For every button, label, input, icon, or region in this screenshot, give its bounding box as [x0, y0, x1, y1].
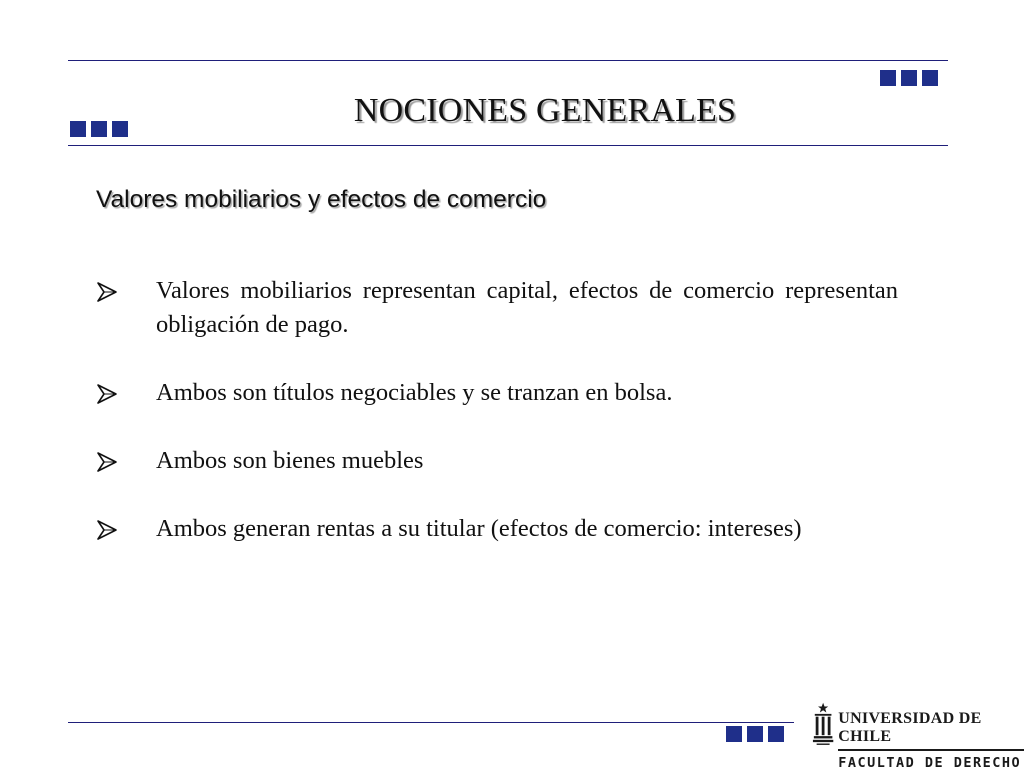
bullet-text: Ambos son bienes muebles — [156, 447, 424, 474]
square-decoration-icon — [70, 121, 86, 137]
university-crest-icon — [812, 700, 834, 750]
left-squares — [70, 121, 128, 137]
bullet-text: Valores mobiliarios representan capital, efectos de comercio representan obligación de pago. — [156, 277, 898, 338]
bottom-squares — [726, 726, 784, 742]
square-decoration-icon — [901, 70, 917, 86]
list-item — [96, 444, 898, 478]
list-item — [96, 512, 898, 546]
university-name: UNIVERSIDAD DE CHILE — [838, 700, 1024, 751]
faculty-name: FACULTAD DE DERECHO — [838, 755, 1022, 771]
square-decoration-icon — [768, 726, 784, 742]
square-decoration-icon — [747, 726, 763, 742]
square-decoration-icon — [91, 121, 107, 137]
title-rule — [68, 145, 948, 146]
slide-subtitle: Valores mobiliarios y efectos de comercio — [96, 186, 547, 213]
list-item — [96, 376, 898, 410]
arrow-bullet-icon — [96, 519, 118, 541]
arrow-bullet-icon — [96, 281, 118, 303]
slide-title: NOCIONES GENERALES — [353, 92, 737, 129]
arrow-bullet-icon — [96, 451, 118, 473]
bottom-rule — [68, 722, 794, 723]
square-decoration-icon — [922, 70, 938, 86]
square-decoration-icon — [112, 121, 128, 137]
top-right-squares — [880, 70, 938, 86]
arrow-bullet-icon — [96, 383, 118, 405]
bullet-text: Ambos son títulos negociables y se tranzan en bolsa. — [156, 379, 673, 406]
top-rule — [68, 60, 948, 61]
bullet-text: Ambos generan rentas a su titular (efectos de comercio: intereses) — [156, 515, 802, 542]
list-item — [96, 274, 898, 342]
university-logo — [812, 700, 1024, 771]
square-decoration-icon — [880, 70, 896, 86]
bullet-list — [96, 274, 898, 580]
square-decoration-icon — [726, 726, 742, 742]
